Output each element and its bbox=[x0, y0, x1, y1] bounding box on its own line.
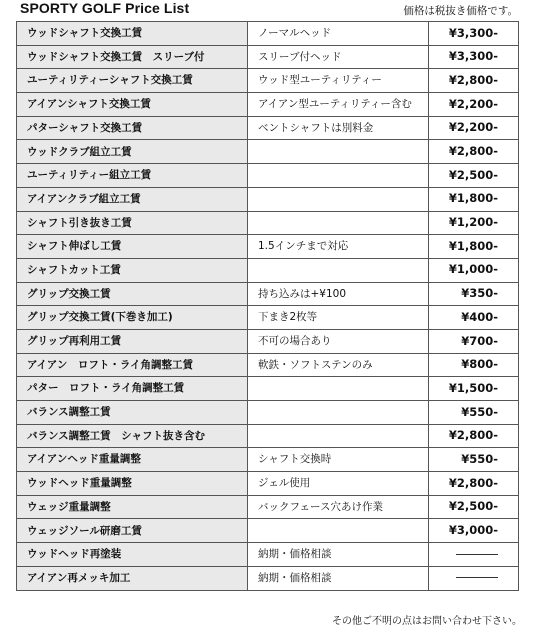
service-price-cell: ¥3,000- bbox=[429, 519, 519, 543]
service-note-cell: 1.5インチまで対応 bbox=[248, 235, 429, 259]
service-price-cell: ¥2,800- bbox=[429, 69, 519, 93]
service-name-cell: シャフト引き抜き工賃 bbox=[17, 211, 248, 235]
service-name-cell: ユーティリティー組立工賃 bbox=[17, 164, 248, 188]
table-row bbox=[17, 211, 519, 235]
service-name-cell: アイアン再メッキ加工 bbox=[17, 566, 248, 590]
table-row bbox=[17, 140, 519, 164]
service-name-cell: アイアンヘッド重量調整 bbox=[17, 448, 248, 472]
no-price-dash bbox=[456, 577, 498, 578]
service-name-cell: シャフト伸ばし工賃 bbox=[17, 235, 248, 259]
service-name-cell: パター ロフト・ライ角調整工賃 bbox=[17, 377, 248, 401]
service-name-cell: グリップ交換工賃(下巻き加工) bbox=[17, 306, 248, 330]
service-price-cell: ¥2,800- bbox=[429, 140, 519, 164]
service-name-cell: アイアン ロフト・ライ角調整工賃 bbox=[17, 353, 248, 377]
service-price-cell: ¥800- bbox=[429, 353, 519, 377]
service-price-cell: ¥3,300- bbox=[429, 22, 519, 46]
table-row bbox=[17, 519, 519, 543]
inquiry-note: その他ご不明の点はお問い合わせ下さい。 bbox=[332, 616, 522, 627]
service-name-cell: シャフトカット工賃 bbox=[17, 258, 248, 282]
service-note-cell bbox=[248, 164, 429, 188]
service-name-cell: ウッドシャフト交換工賃 スリーブ付 bbox=[17, 45, 248, 69]
service-note-cell bbox=[248, 401, 429, 425]
service-note-cell: ジェル使用 bbox=[248, 472, 429, 496]
service-note-cell: 納期・価格相談 bbox=[248, 566, 429, 590]
service-note-cell bbox=[248, 211, 429, 235]
service-price-cell: ¥1,200- bbox=[429, 211, 519, 235]
service-note-cell bbox=[248, 519, 429, 543]
service-note-cell: 軟鉄・ソフトステンのみ bbox=[248, 353, 429, 377]
service-note-cell bbox=[248, 140, 429, 164]
service-note-cell: 下まき2枚等 bbox=[248, 306, 429, 330]
service-price-cell bbox=[429, 566, 519, 590]
tax-note: 価格は税抜き価格です。 bbox=[403, 5, 518, 17]
table-row bbox=[17, 22, 519, 46]
service-price-cell: ¥2,200- bbox=[429, 93, 519, 117]
table-row bbox=[17, 353, 519, 377]
service-name-cell: ウェッジソール研磨工賃 bbox=[17, 519, 248, 543]
service-price-cell: ¥2,800- bbox=[429, 424, 519, 448]
service-price-cell bbox=[429, 543, 519, 567]
service-price-cell: ¥1,800- bbox=[429, 235, 519, 259]
no-price-dash bbox=[456, 554, 498, 555]
table-row bbox=[17, 282, 519, 306]
service-note-cell: ベントシャフトは別料金 bbox=[248, 116, 429, 140]
service-name-cell: ウッドクラブ組立工賃 bbox=[17, 140, 248, 164]
service-name-cell: アイアンシャフト交換工賃 bbox=[17, 93, 248, 117]
service-note-cell: ノーマルヘッド bbox=[248, 22, 429, 46]
service-name-cell: ユーティリティーシャフト交換工賃 bbox=[17, 69, 248, 93]
table-row bbox=[17, 116, 519, 140]
service-name-cell: グリップ交換工賃 bbox=[17, 282, 248, 306]
table-row bbox=[17, 566, 519, 590]
table-row bbox=[17, 495, 519, 519]
service-note-cell bbox=[248, 258, 429, 282]
service-price-cell: ¥350- bbox=[429, 282, 519, 306]
service-price-cell: ¥550- bbox=[429, 448, 519, 472]
table-row bbox=[17, 45, 519, 69]
service-note-cell: バックフェース穴あけ作業 bbox=[248, 495, 429, 519]
service-note-cell: ウッド型ユーティリティー bbox=[248, 69, 429, 93]
price-table bbox=[16, 21, 519, 591]
service-note-cell bbox=[248, 187, 429, 211]
service-price-cell: ¥3,300- bbox=[429, 45, 519, 69]
table-row bbox=[17, 187, 519, 211]
price-list-title: SPORTY GOLF Price List bbox=[20, 0, 190, 16]
table-row bbox=[17, 329, 519, 353]
service-name-cell: グリップ再利用工賃 bbox=[17, 329, 248, 353]
service-name-cell: ウッドヘッド重量調整 bbox=[17, 472, 248, 496]
service-name-cell: アイアンクラブ組立工賃 bbox=[17, 187, 248, 211]
service-name-cell: バランス調整工賃 bbox=[17, 401, 248, 425]
service-name-cell: パターシャフト交換工賃 bbox=[17, 116, 248, 140]
service-price-cell: ¥1,500- bbox=[429, 377, 519, 401]
service-note-cell bbox=[248, 377, 429, 401]
service-name-cell: ウッドシャフト交換工賃 bbox=[17, 22, 248, 46]
table-row bbox=[17, 377, 519, 401]
table-row bbox=[17, 93, 519, 117]
service-note-cell: 持ち込みは+¥100 bbox=[248, 282, 429, 306]
table-row bbox=[17, 543, 519, 567]
table-row bbox=[17, 69, 519, 93]
service-price-cell: ¥2,500- bbox=[429, 495, 519, 519]
table-row bbox=[17, 448, 519, 472]
service-note-cell: スリーブ付ヘッド bbox=[248, 45, 429, 69]
table-row bbox=[17, 258, 519, 282]
service-note-cell: シャフト交換時 bbox=[248, 448, 429, 472]
table-row bbox=[17, 472, 519, 496]
service-note-cell: 納期・価格相談 bbox=[248, 543, 429, 567]
table-row bbox=[17, 401, 519, 425]
service-price-cell: ¥550- bbox=[429, 401, 519, 425]
service-price-cell: ¥2,800- bbox=[429, 472, 519, 496]
service-name-cell: ウェッジ重量調整 bbox=[17, 495, 248, 519]
service-price-cell: ¥2,200- bbox=[429, 116, 519, 140]
service-price-cell: ¥700- bbox=[429, 329, 519, 353]
service-price-cell: ¥2,500- bbox=[429, 164, 519, 188]
service-note-cell: アイアン型ユーティリティー含む bbox=[248, 93, 429, 117]
service-note-cell bbox=[248, 424, 429, 448]
service-note-cell: 不可の場合あり bbox=[248, 329, 429, 353]
table-row bbox=[17, 424, 519, 448]
service-price-cell: ¥1,000- bbox=[429, 258, 519, 282]
service-price-cell: ¥1,800- bbox=[429, 187, 519, 211]
table-row bbox=[17, 164, 519, 188]
service-name-cell: ウッドヘッド再塗装 bbox=[17, 543, 248, 567]
table-row bbox=[17, 306, 519, 330]
service-price-cell: ¥400- bbox=[429, 306, 519, 330]
table-row bbox=[17, 235, 519, 259]
service-name-cell: バランス調整工賃 シャフト抜き含む bbox=[17, 424, 248, 448]
